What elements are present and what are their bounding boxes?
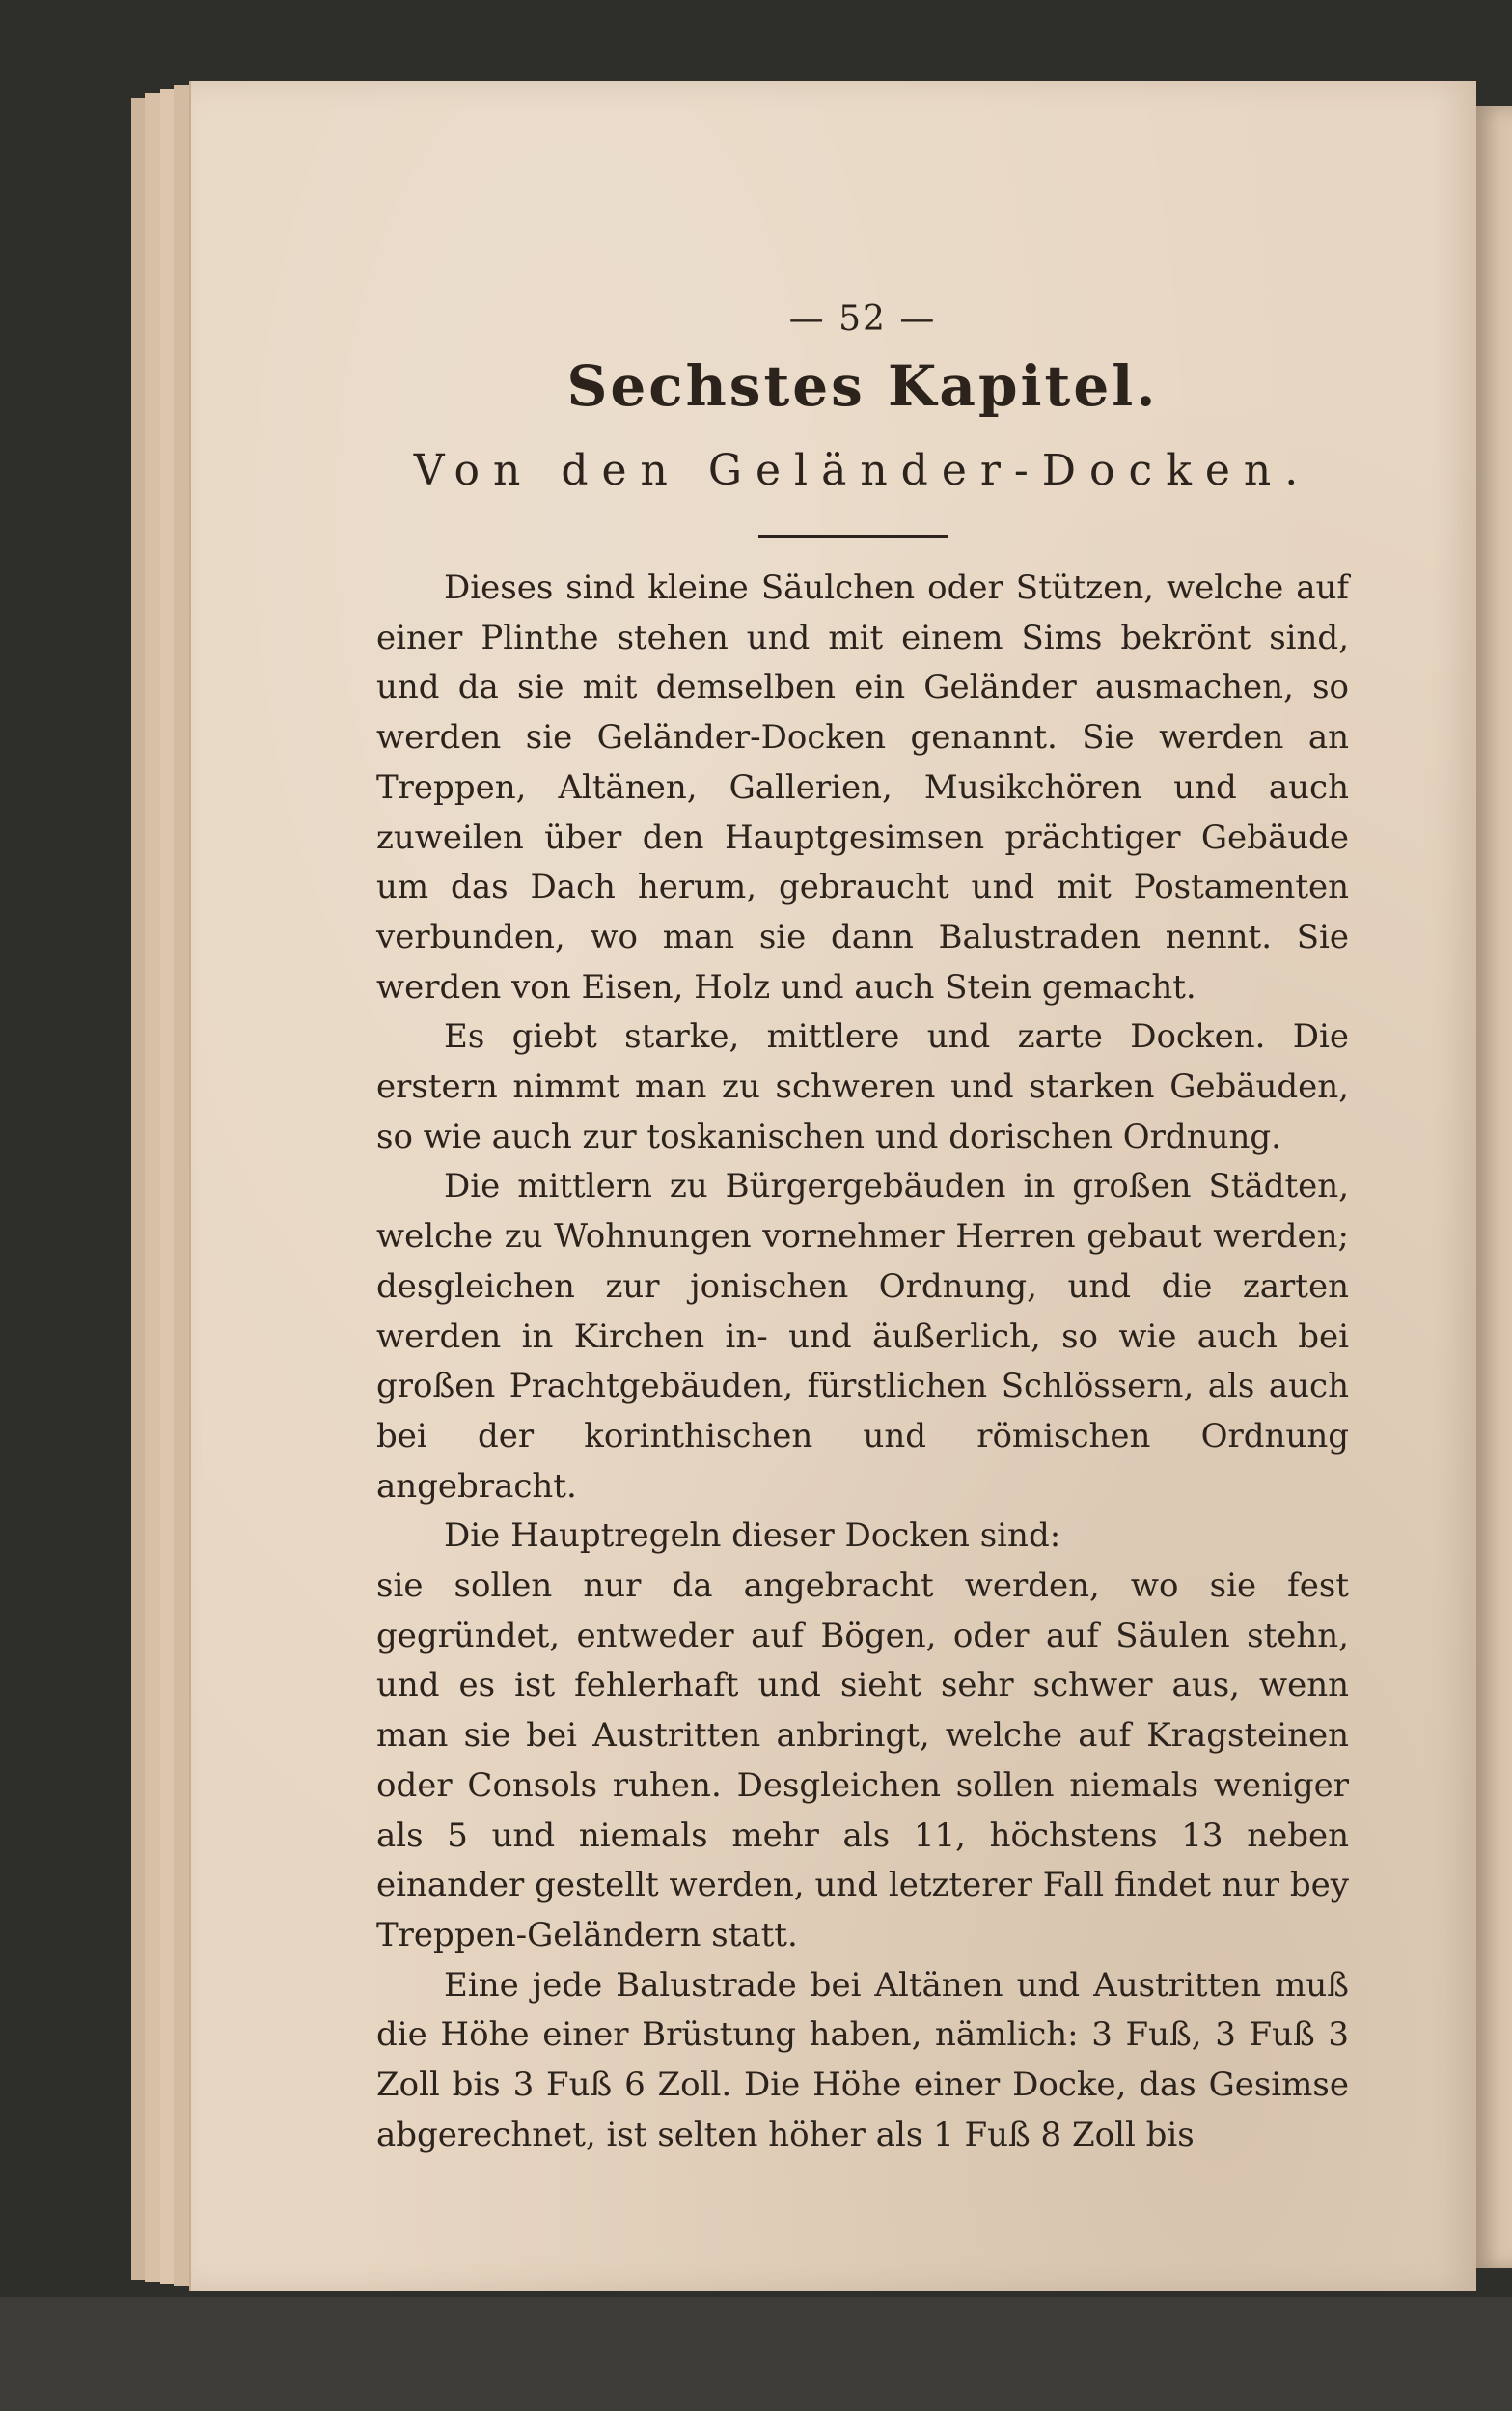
title-divider (758, 535, 948, 538)
paragraph-4: Die Hauptregeln dieser Docken sind: (444, 1516, 1061, 1556)
paragraph-5: sie sollen nur da angebracht werden, wo sie fest gegründet, entweder auf Bögen, oder auf Säulen stehn, und es ist fehlerhaft und sieht sehr schwer aus, wenn man sie bei Austritten anbringt, welche auf Kragsteinen oder Consols ruhen. Desgleichen sollen niemals weniger als 5 und niemals mehr als 11, höchstens 13 neben einander gestellt werden, und letzterer Fall findet nur bey Treppen-Geländern statt. (376, 1566, 1349, 1954)
facing-page-edge (1476, 106, 1512, 2268)
scan-background (0, 2297, 1512, 2411)
body-text (376, 564, 1349, 2161)
book-page (189, 81, 1476, 2291)
chapter-title: Sechstes Kapitel. (566, 353, 1159, 419)
paragraph-6: Eine jede Balustrade bei Altänen und Austritten muß die Höhe einer Brüstung haben, nämlich: 3 Fuß, 3 Fuß 3 Zoll bis 3 Fuß 6 Zoll. Die Höhe einer Docke, das Gesimse abgerechnet, ist selten höher als 1 Fuß 8 Zoll bis (376, 1965, 1349, 2154)
paragraph-2: Es giebt starke, mittlere und zarte Docken. Die erstern nimmt man zu schweren und starken Gebäuden, so wie auch zur toskanischen und dorischen Ordnung. (376, 1017, 1349, 1156)
paragraph-3: Die mittlern zu Bürgergebäuden in großen Städten, welche zu Wohnungen vornehmer Herren gebaut werden; desgleichen zur jonischen Ordnung, und die zarten werden in Kirchen in- und äußerlich, so wie auch bei großen Prachtgebäuden, fürstlichen Schlössern, als auch bei der korinthischen und römischen Ordnung angebracht. (376, 1167, 1349, 1506)
page-number: — 52 — (788, 299, 937, 339)
chapter-subtitle: Von den Geländer-Docken. (413, 446, 1312, 495)
paragraph-1: Dieses sind kleine Säulchen oder Stützen, welche auf einer Plinthe stehen und mit einem Sims bekrönt sind, und da sie mit demselben ein Geländer ausmachen, so werden sie Geländer-Docken genannt. Sie werden an Treppen, Altänen, Gallerien, Musikchören und auch zuweilen über den Hauptgesimsen prächtiger Gebäude um das Dach herum, gebraucht und mit Postamenten verbunden, wo man sie dann Balustraden nennt. Sie werden von Eisen, Holz und auch Stein gemacht. (376, 568, 1349, 1007)
